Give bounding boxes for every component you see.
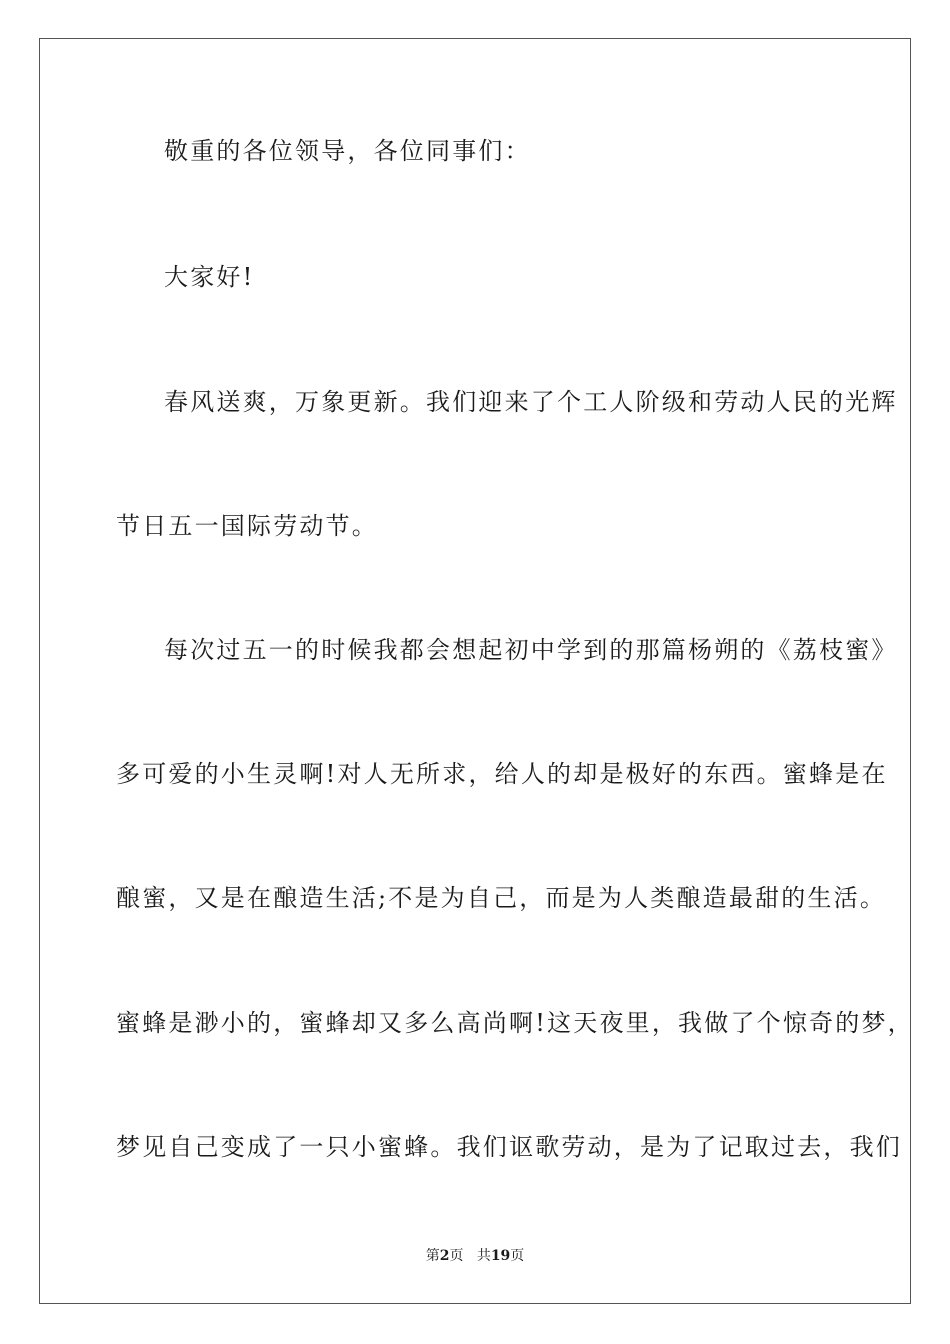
page-frame	[39, 38, 911, 1304]
total-pages: 19	[490, 1248, 511, 1264]
greeting-line: 大家好!	[164, 263, 255, 291]
page-footer	[0, 1247, 950, 1265]
paragraph-line: 每次过五一的时候我都会想起初中学到的那篇杨朔的《荔枝蜜》	[164, 636, 898, 664]
total-suffix: 页	[510, 1248, 525, 1264]
paragraph-line: 春风送爽，万象更新。我们迎来了个工人阶级和劳动人民的光辉	[164, 388, 898, 416]
page-suffix: 页	[449, 1248, 464, 1264]
total-prefix: 共	[476, 1248, 491, 1264]
page-prefix: 第	[425, 1248, 440, 1264]
salutation-line: 敬重的各位领导，各位同事们：	[164, 137, 531, 165]
paragraph-line: 蜜蜂是渺小的，蜜蜂却又多么高尚啊!这天夜里，我做了个惊奇的梦，	[116, 1009, 914, 1037]
paragraph-line: 节日五一国际劳动节。	[116, 512, 378, 540]
paragraph-line: 多可爱的小生灵啊!对人无所求，给人的却是极好的东西。蜜蜂是在	[116, 760, 888, 788]
page-number: 2	[439, 1248, 450, 1264]
paragraph-line: 酿蜜，又是在酿造生活;不是为自己，而是为人类酿造最甜的生活。	[116, 884, 887, 912]
paragraph-line: 梦见自己变成了一只小蜜蜂。我们讴歌劳动，是为了记取过去，我们	[116, 1133, 902, 1161]
